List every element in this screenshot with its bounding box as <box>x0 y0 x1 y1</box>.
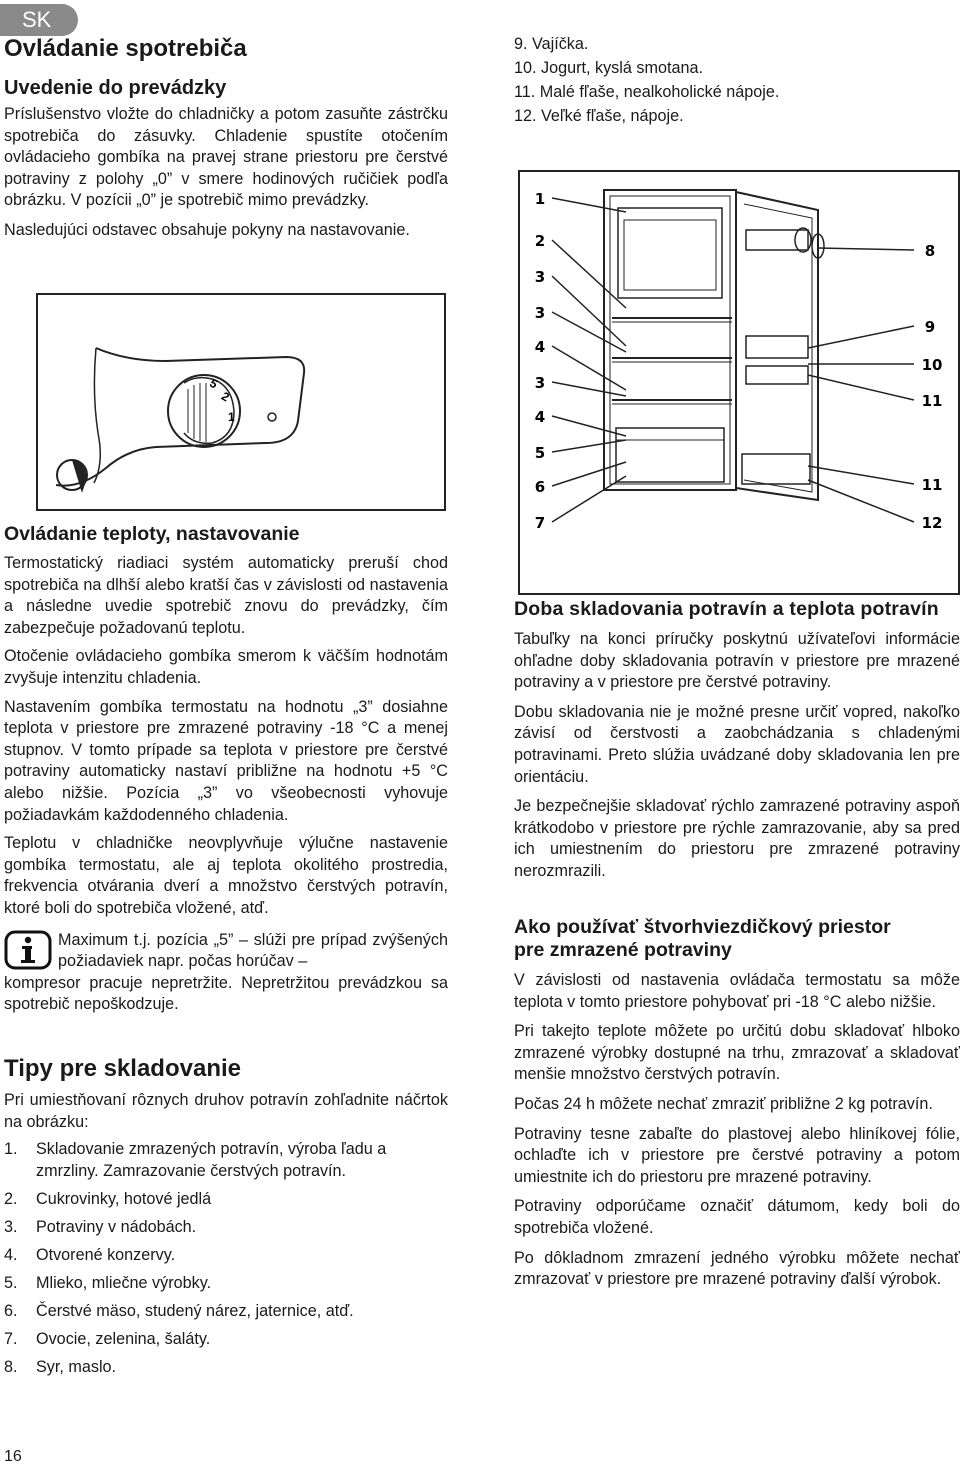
list-item: 9. Vajíčka. <box>514 35 589 53</box>
list-item: 12. Veľké fľaše, nápoje. <box>514 106 684 125</box>
temperature-paragraph-3: Nastavením gombíka termostatu na hodnotu „3” dosiahne teplota v priestore pre zmrazené potraviny -18 °C a menej stupnov. V tomto prípade sa teplota v priestore pre čerstvé potraviny automaticky nastaví približne na hodnotu +5 °C alebo nižšie. Pozícia „3” vo všeobecnosti vyhovuje požiadavkám každodenného chladenia. <box>4 697 448 824</box>
temperature-section <box>4 522 448 1016</box>
freezer-paragraph-1: V závislosti od nastavenia ovládača termostatu sa môže teplota v tomto priestore pohybovať pri -18 °C alebo nižšie. <box>514 971 960 1011</box>
freezer-paragraph-3: Počas 24 h môžete nechať zmraziť približne 2 kg potravín. <box>514 1094 933 1113</box>
intro-paragraph-1: Príslušenstvo vložte do chladničky a potom zasuňte zástrčku spotrebiča do zásuvky. Chladenie spustíte otočením ovládacieho gombíka na pravej strane priestoru pre čerstvé potraviny z polohy „0” v smere hodinových ručičiek podľa obrázku. V pozícii „0” je spotrebič mimo prevádzky. <box>4 105 448 210</box>
callout-12: 12 <box>921 514 943 532</box>
list-item: 10. Jogurt, kyslá smotana. <box>514 58 703 77</box>
list-item: 6. Čerstvé mäso, studený nárez, jaternice, atď. <box>4 1301 354 1320</box>
callout-4b: 4 <box>534 408 546 426</box>
tips-heading: Tipy pre skladovanie <box>4 1055 241 1082</box>
callout-10: 10 <box>921 356 943 374</box>
tips-list-continued <box>514 34 960 130</box>
intro-heading: Uvedenie do prevádzky <box>4 77 227 99</box>
temperature-paragraph-4: Teplotu v chladničke neovplyvňuje výlučne nastavenie gombíka termostatu, ale aj teplota okolitého prostredia, frekvencia otvárania dverí a množstvo čerstvých potravín, ktoré boli do spotrebiča vložené, atď. <box>4 834 448 917</box>
fridge-diagram <box>518 170 960 595</box>
list-item: 4. Otvorené konzervy. <box>4 1245 176 1264</box>
info-icon <box>4 928 52 972</box>
callout-5: 5 <box>534 444 546 462</box>
list-item: 1. Skladovanie zmrazených potravín, výroba ľadu a zmrzliny. Zamrazovanie čerstvých potravín. <box>4 1140 387 1180</box>
info-note <box>4 930 448 973</box>
storage-paragraph-3: Je bezpečnejšie skladovať rýchlo zamrazené potraviny aspoň krátkodobo v priestore pre rýchle zamrazovanie, aby sa pred ich umiestnením do priestoru pre zmrazené potraviny nerozmrazili. <box>514 797 960 880</box>
list-item: 8. Syr, maslo. <box>4 1357 117 1376</box>
callout-6: 6 <box>534 478 546 496</box>
storage-heading-line-2: potravín <box>860 598 939 620</box>
list-item: 11. Malé fľaše, nealkoholické nápoje. <box>514 82 780 101</box>
info-note-text: Maximum t.j. pozícia „5” – slúži pre prípad zvýšených požiadaviek napr. počas horúčav – <box>58 930 448 971</box>
callout-3c: 3 <box>534 374 546 392</box>
page-number: 16 <box>4 1448 22 1465</box>
storage-heading-line-1: Doba skladovania potravín a teplota <box>514 598 855 620</box>
temperature-heading: Ovládanie teploty, nastavovanie <box>4 523 300 545</box>
knob-label-1: 1 <box>228 410 235 424</box>
temperature-paragraph-1: Termostatický riadiaci systém automaticky preruší chod spotrebiča na dlhší alebo kratší čas v závislosti od nastavenia a následne uvedie spotrebič znovu do prevádzky, čím zabezpečuje požadovanú teplotu. <box>4 554 448 637</box>
callout-3b: 3 <box>534 304 546 322</box>
callout-2: 2 <box>534 232 546 250</box>
knob-label-2: 2 <box>219 388 232 405</box>
callout-9: 9 <box>924 318 936 336</box>
storage-paragraph-1: Tabuľky na konci príručky poskytnú užívateľovi informácie ohľadne doby skladovania potravín v priestore pre mrazené potraviny a v priestore pre čerstvé potraviny. <box>514 630 960 692</box>
list-item: 3. Potraviny v nádobách. <box>4 1217 197 1236</box>
tips-intro: Pri umiestňovaní rôznych druhov potravín zohľadnite náčrtok na obrázku: <box>4 1091 448 1131</box>
intro-paragraph-2: Nasledujúci odstavec obsahuje pokyny na nastavovanie. <box>4 220 410 239</box>
list-item: 7. Ovocie, zelenina, šaláty. <box>4 1329 211 1348</box>
callout-11: 11 <box>921 392 943 410</box>
temperature-paragraph-2: Otočenie ovládacieho gombíka smerom k väčším hodnotám zvyšuje intenzitu chladenia. <box>4 647 448 687</box>
tips-list <box>4 1139 448 1378</box>
page-title: Ovládanie spotrebiča <box>4 35 247 62</box>
freezer-heading-line-2: pre zmrazené potraviny <box>514 939 732 961</box>
tips-section <box>4 1054 448 1385</box>
intro-section <box>4 32 448 242</box>
list-item: 5. Mlieko, mliečne výrobky. <box>4 1273 212 1292</box>
freezer-paragraph-5: Potraviny odporúčame označiť dátumom, kedy boli do spotrebiča vložené. <box>514 1197 960 1237</box>
freezer-paragraph-2: Pri takejto teplote môžete po určitú dobu skladovať hlboko zmrazené výrobky dostupné na trhu, zmrazovať a skladovať menšie množstvo čerstvých potravín. <box>514 1022 960 1084</box>
storage-section <box>514 598 960 883</box>
storage-paragraph-2: Dobu skladovania nie je možné presne určiť vopred, nakoľko závisí od čerstvosti a zaobchádzania s chladenými potravinami. Preto slúžia uvádzané doby skladovania len pre orientáciu. <box>514 702 960 786</box>
freezer-heading-line-1: Ako používať štvorhviezdičkový priestor <box>514 916 891 938</box>
list-item: 2. Cukrovinky, hotové jedlá <box>4 1189 212 1208</box>
freezer-heading <box>514 916 960 962</box>
callout-4: 4 <box>534 338 546 356</box>
callout-7: 7 <box>534 514 546 532</box>
info-note-continued: kompresor pracuje nepretržite. Nepretržitou prevádzkou sa spotrebič nepoškodzuje. <box>4 973 448 1014</box>
thermostat-knob-figure <box>36 293 446 511</box>
callout-3: 3 <box>534 268 546 286</box>
freezer-paragraph-4: Potraviny tesne zabaľte do plastovej alebo hliníkovej fólie, ochlaďte ich v priestore pre čerstvé potraviny a potom umiestnite ich do priestoru pre mrazené potraviny. <box>514 1124 960 1186</box>
knob-label-5: 5 <box>207 375 221 392</box>
language-badge: SK <box>0 4 78 36</box>
storage-heading <box>514 598 960 621</box>
freezer-paragraph-6: Po dôkladnom zmrazení jedného výrobku môžete nechať zmrazovať v priestore pre mrazené potraviny ďalší výrobok. <box>514 1248 960 1289</box>
freezer-section <box>514 916 960 1291</box>
callout-1: 1 <box>534 190 546 208</box>
callout-8: 8 <box>924 242 936 260</box>
callout-11b: 11 <box>921 476 943 494</box>
